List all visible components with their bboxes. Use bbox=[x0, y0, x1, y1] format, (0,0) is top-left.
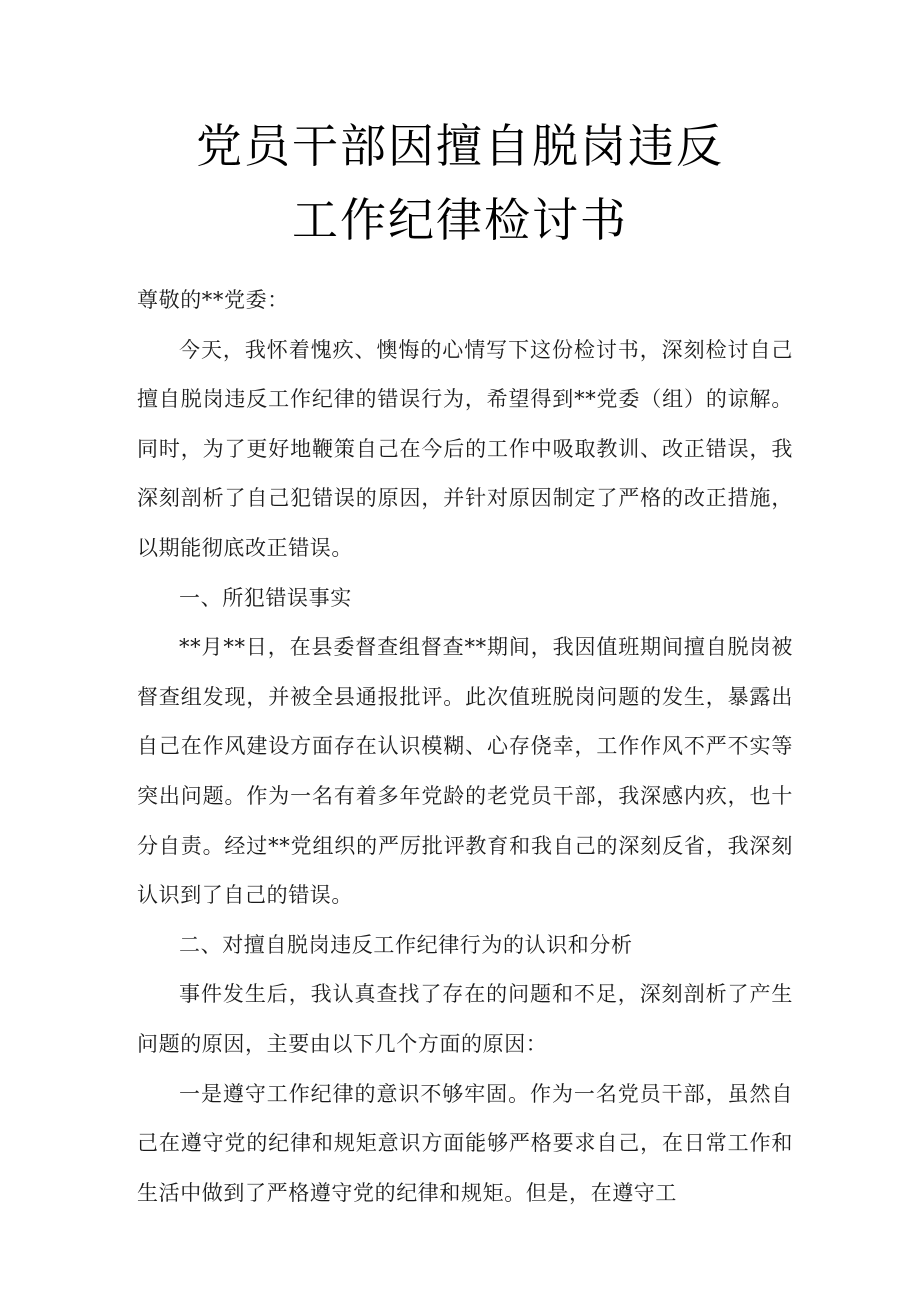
paragraph-analysis-intro: 事件发生后，我认真查找了存在的问题和不足，深刻剖析了产生问题的原因，主要由以下几个方面的原因： bbox=[137, 982, 793, 1056]
paragraph-facts: **月**日，在县委督查组督查**期间，我因值班期间擅自脱岗被督查组发现，并被全县通报批评。此次值班脱岗问题的发生，暴露出自己在作风建设方面存在认识模糊、心存侥幸，工作作风不严不实等突出问题。作为一名有着多年党龄的老党员干部，我深感内疚，也十分自责。经过**党组织的严厉批评教育和我自己的深刻反省，我深刻认识到了自己的错误。 bbox=[137, 635, 793, 908]
salutation: 尊敬的**党委： bbox=[137, 288, 289, 312]
document-title-line-1: 党员干部因擅自脱岗违反 bbox=[196, 119, 724, 173]
section-heading-1: 一、所犯错误事实 bbox=[179, 585, 352, 610]
document-title-line-2: 工作纪律检讨书 bbox=[292, 193, 628, 247]
section-heading-2: 二、对擅自脱岗违反工作纪律行为的认识和分析 bbox=[179, 932, 633, 957]
paragraph-intro: 今天，我怀着愧疚、懊悔的心情写下这份检讨书，深刻检讨自己擅自脱岗违反工作纪律的错误行为，希望得到**党委（组）的谅解。同时，为了更好地鞭策自己在今后的工作中吸取教训、改正错误，我深刻剖析了自己犯错误的原因，并针对原因制定了严格的改正措施，以期能彻底改正错误。 bbox=[137, 337, 793, 560]
document-body bbox=[137, 276, 793, 1218]
paragraph-reason-1: 一是遵守工作纪律的意识不够牢固。作为一名党员干部，虽然自己在遵守党的纪律和规矩意识方面能够严格要求自己，在日常工作和生活中做到了严格遵守党的纪律和规矩。但是，在遵守工 bbox=[137, 1081, 793, 1205]
